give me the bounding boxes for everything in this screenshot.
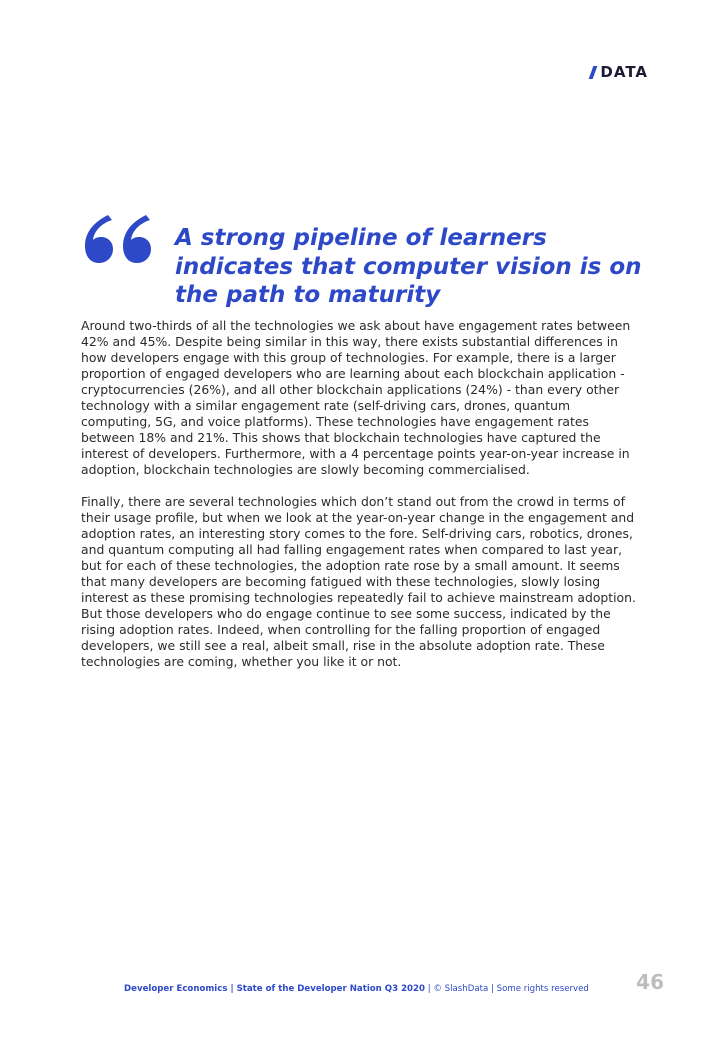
- footer-publication: Developer Economics | State of the Developer Nation Q3 2020: [124, 984, 425, 994]
- slash-mark-icon: [589, 66, 598, 79]
- body-text: [81, 318, 643, 686]
- footer-text: [124, 984, 589, 994]
- page-number: 46: [636, 970, 664, 994]
- pull-quote: A strong pipeline of learners indicates that computer vision is on the path to maturity: [175, 225, 642, 308]
- footer-copyright: © SlashData: [433, 984, 489, 994]
- footer-separator: |: [488, 984, 497, 994]
- logo-text: DATA: [600, 63, 648, 81]
- body-paragraph: Finally, there are several technologies which don’t stand out from the crowd in terms of their usage profile, but when we look at the year-on-year change in the engagement and adoption rates, an interesting story comes to the fore. Self-driving cars, robotics, drones, and quantum computing all had falling engagement rates when compared to last year, but for each of these technologies, the adoption rate rose by a small amount. It seems that many developers are becoming fatigued with these technologies, slowly losing interest as these promising technologies repeatedly fail to achieve mainstream adoption. But those developers who do engage continue to see some success, indicated by the rising adoption rates. Indeed, when controlling for the falling proportion of engaged developers, we still see a real, albeit small, rise in the absolute adoption rate. These technologies are coming, whether you like it or not.: [81, 494, 636, 669]
- footer-rights: Some rights reserved: [496, 984, 589, 994]
- body-paragraph: Around two-thirds of all the technologies we ask about have engagement rates between 42% and 45%. Despite being similar in this way, there exists substantial differences in how developers engage with this group of technologies. For example, there is a larger proportion of engaged developers who are learning about each blockchain application - cryptocurrencies (26%), and all other blockchain applications (24%) - than every other technology with a similar engagement rate (self-driving cars, drones, quantum computing, 5G, and voice platforms). These technologies have engagement rates between 18% and 21%. This shows that blockchain technologies have captured the interest of developers. Furthermore, with a 4 percentage points year-on-year increase in adoption, blockchain technologies are slowly becoming commercialised.: [81, 318, 631, 477]
- slashdata-logo: [591, 63, 648, 81]
- footer-separator: |: [425, 984, 434, 994]
- quote-icon: [82, 212, 154, 272]
